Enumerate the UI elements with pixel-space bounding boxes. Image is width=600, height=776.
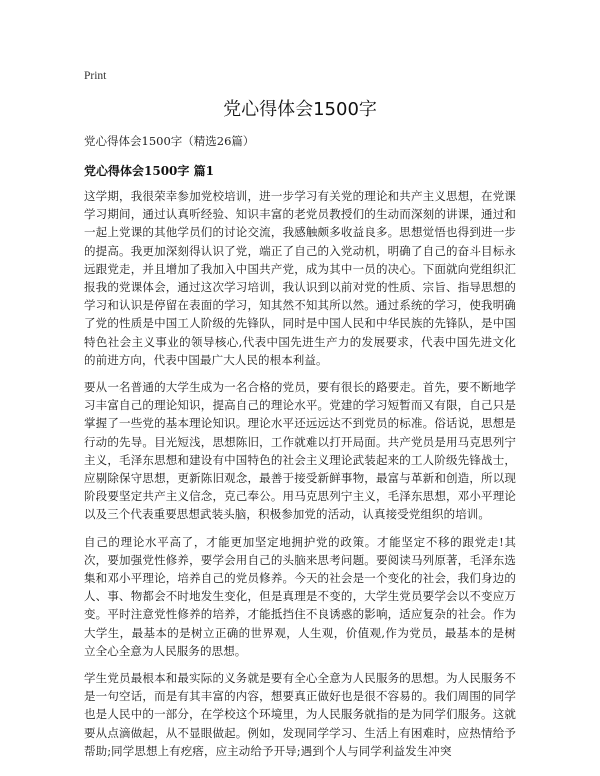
section-heading: 党心得体会1500字 篇1: [84, 164, 214, 178]
print-link[interactable]: Print: [84, 70, 107, 82]
body-paragraph-3: 自己的理论水平高了，才能更加坚定地拥护党的政策。才能坚定不移的跟党走!其次，要加强党性修养，要学会用自己的头脑来思考问题。要阅读马列原著，毛泽东选集和邓小平理论，培养自己的党员修养。今天的社会是一个变化的社会，我们身边的人、事、物都会不时地发生变化，但是真理是不变的，大学生党员要学会以不变应万变。平时注意党性修养的培养，才能抵挡住不良诱惑的影响，适应复杂的社会。作为大学生，最基本的是树立正确的世界观，人生观，价值观,作为党员，最基本的是树立全心全意为人民服务的思想。: [84, 534, 516, 658]
body-paragraph-4: 学生党员最根本和最实际的义务就是要有全心全意为人民服务的思想。为人民服务不是一句空话，而是有其丰富的内容，想要真正做好也是很不容易的。我们周围的同学也是人民中的一部分，在学校这个环境里，为人民服务就指的是为同学们服务。这就要从点滴做起，从不显眼做起。例如，发现同学学习、生活上有困难时，应热情给予帮助;同学思想上有疙瘩，应主动给予开导;遇到个人与同学利益发生冲突: [84, 671, 516, 758]
body-paragraph-2: 要从一名普通的大学生成为一名合格的党员，要有很长的路要走。首先，要不断地学习丰富自己的理论知识，提高自己的理论水平。党建的学习短暂而又有限，自己只是掌握了一些党的基本理论知识。理论水平还远远达不到党员的标准。俗话说，思想是行动的先导。目光短浅，思想陈旧，工作就难以打开局面。共产党员是用马克思列宁主义，毛泽东思想和建设有中国特色的社会主义理论武装起来的工人阶级先锋战士，应剔除保守思想，更新陈旧观念，最善于接受新鲜事物，最富与革新和创造，所以现阶段要坚定共产主义信念，克己奉公。用马克思列宁主义，毛泽东思想，邓小平理论以及三个代表重要思想武装头脑，积极参加党的活动，认真接受党组织的培训。: [84, 380, 516, 522]
page-title: 党心得体会1500字: [223, 99, 377, 120]
body-paragraph-1: 这学期，我很荣幸参加党校培训，进一步学习有关党的理论和共产主义思想，在党课学习期间，通过认真听经验、知识丰富的老党员教授们的生动而深刻的讲课，通过和一起上党课的其他学员们的讨论交流，我感触颇多收益良多。思想觉悟也得到进一步的提高。我更加深刻得认识了党，端正了自己的入党动机，明确了自己的奋斗目标永远跟党走，并且增加了我加入中国共产党，成为其中一员的决心。下面就向党组织汇报我的党课体会，通过这次学习培训，我认识到以前对党的性质、宗旨、指导思想的学习和认识是停留在表面的学习，知其然不知其所以然。通过系统的学习，使我明确了党的性质是中国工人阶级的先锋队，同时是中国人民和中华民族的先锋队，是中国特色社会主义事业的领导核心,代表中国先进生产力的发展要求，代表中国先进文化的前进方向，代表中国最广大人民的根本利益。: [84, 189, 516, 367]
document-subtitle: 党心得体会1500字（精选26篇）: [84, 134, 255, 148]
